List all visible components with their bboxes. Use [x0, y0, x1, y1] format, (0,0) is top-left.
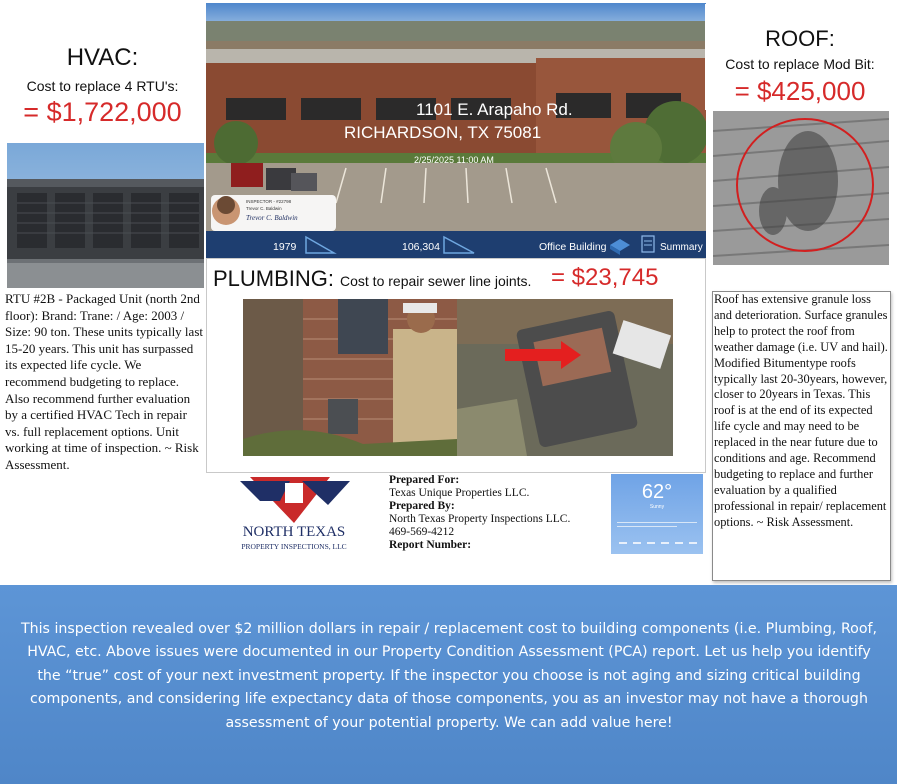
inspector-badge — [211, 195, 336, 231]
hvac-cost: = $1,722,000 — [23, 97, 182, 127]
address-line1: 1101 E. Arapaho Rd. — [416, 100, 573, 119]
summary-link[interactable]: Summary — [660, 242, 703, 253]
star-icon — [240, 477, 350, 523]
year-built: 1979 — [273, 241, 297, 253]
prepared-by-label: Prepared By: — [389, 500, 455, 512]
prepared-for-value: Texas Unique Properties LLC. — [389, 487, 530, 499]
prepared-for-label: Prepared For: — [389, 474, 460, 486]
logo-name: NORTH TEXAS — [242, 524, 346, 540]
plumbing-subtitle: Cost to repair sewer line joints. — [340, 273, 532, 289]
weather-widget — [611, 474, 703, 554]
roof-subtitle: Cost to replace Mod Bit: — [725, 56, 875, 72]
svg-text:INSPECTOR - #22798: INSPECTOR - #22798 — [246, 199, 292, 204]
roof-surface-photo — [713, 111, 889, 265]
report-details — [389, 474, 570, 552]
property-info-bar — [206, 231, 706, 258]
square-feet: 106,304 — [402, 241, 440, 253]
plumbing-title: PLUMBING: — [213, 266, 335, 291]
roof-title: ROOF: — [765, 26, 835, 51]
prepared-by-value: North Texas Property Inspections LLC. — [389, 513, 571, 525]
hvac-title: HVAC: — [66, 44, 139, 71]
roof-cost: = $425,000 — [734, 76, 866, 106]
phone-number: 469-569-4212 — [389, 526, 455, 538]
summary-banner-text: This inspection revealed over $2 million dollars in repair / replacement cost to building components (i.e. Plumbing, Roof, HVAC, etc. Above issues were documented in our Property Condition Assessment (PCA) report. Let us help you identify the “true” cost of your next investment property. If the inspector you choose is not aging and sizing critical building components, and considering life expectancy data of those components, you as an investor may not have a thorough assessment of your potential property. We can add value here! — [20, 621, 878, 731]
roof-header — [705, 4, 895, 110]
hvac-description: RTU #2B - Packaged Unit (north 2nd floor): Brand: Trane: / Age: 2003 / Size: 90 ton. These units typically last 15-20 years. This unit has surpassed its expected life cycle. We recommend budgeting to replace. Also recommend further evaluation by a certified HVAC Tech in repair vs. full replacement options. Unit working at time of inspection. ~ Risk Assessment. — [5, 291, 203, 472]
hvac-header — [0, 0, 205, 143]
weather-temperature: 62° — [641, 481, 673, 503]
sewer-camera-photo — [457, 299, 673, 456]
north-texas-logo — [210, 473, 378, 553]
building-type: Office Building — [539, 241, 607, 253]
plumbing-technician-photo — [243, 299, 457, 456]
roof-description: Roof has extensive granule loss and deterioration. Surface granules help to protect the roof from weather damage (i.e. UV and hail). Modified Bitumentype roofs typically last 20-30years, however, closer to 20years in Texas. This roof is at the end of its expected life cycle and may need to be replaced in the near future due to conditions and age. Recommend budgeting to replace and further evaluation by a qualified professional in repair/ replacement options. ~ Risk Assessment. — [714, 292, 888, 529]
plumbing-cost: = $23,745 — [551, 264, 659, 291]
svg-text:Trevor C. Baldwin: Trevor C. Baldwin — [246, 206, 282, 211]
weather-condition: Sunny — [649, 504, 665, 510]
hvac-subtitle: Cost to replace 4 RTU's: — [26, 78, 179, 94]
logo-subtitle: PROPERTY INSPECTIONS, LLC — [241, 542, 347, 551]
photo-timestamp: 2/25/2025 11:00 AM — [414, 155, 494, 165]
report-number-label: Report Number: — [389, 539, 472, 551]
svg-text:Trevor C. Baldwin: Trevor C. Baldwin — [246, 214, 298, 222]
hvac-rtu-photo — [7, 143, 204, 288]
building-aerial-photo — [206, 3, 706, 258]
address-line2: RICHARDSON, TX 75081 — [344, 123, 542, 142]
